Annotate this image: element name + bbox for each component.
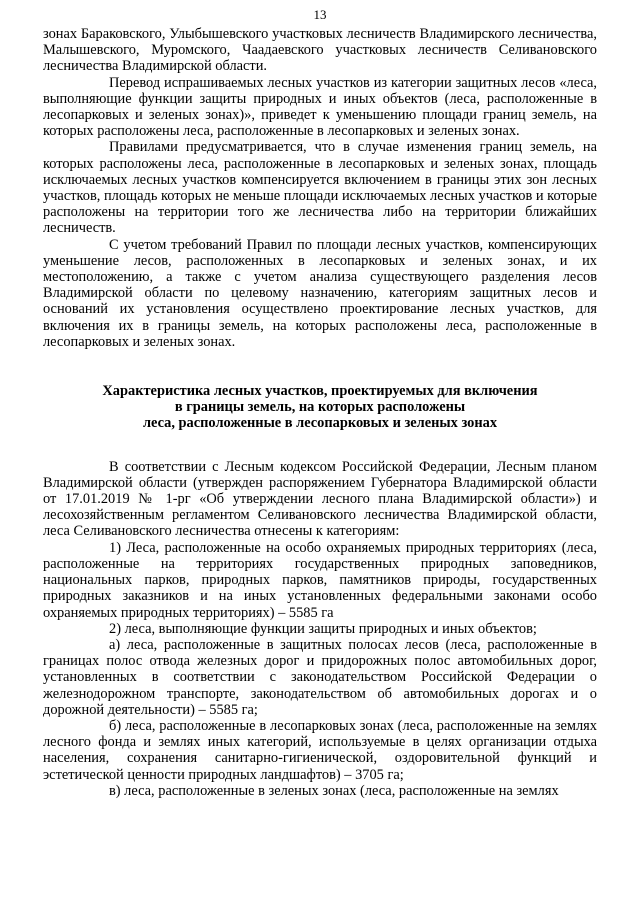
heading-line: Характеристика лесных участков, проектируемых для включения [102, 383, 538, 400]
page-number: 13 [313, 7, 327, 22]
heading-line: в границы земель, на которых расположены [174, 399, 466, 416]
list-item: 2) леса, выполняющие функции защиты природных и иных объектов; [109, 620, 537, 637]
section-heading [43, 383, 597, 432]
list-item: в) леса, расположенные в зеленых зонах (леса, расположенные на землях [109, 782, 559, 799]
document-body [43, 26, 597, 799]
paragraph: зонах Бараковского, Улыбышевского участковых лесничеств Владимирского лесничества, Малышевского, Муромского, Чаадаевского участковых лесничеств Селивановского лесничества Владимирской области. [43, 26, 597, 75]
paragraph: С учетом требований Правил по площади лесных участков, компенсирующих уменьшение лесов, расположенных в лесопарковых и зеленых зонах, и их местоположению, а также с учетом анализа существующего разделения лесов Владимирской области по целевому назначению, категориям защитных лесов и оснований их установления осуществлено проектирование лесных участков, для включения их в границы земель, на которых расположены леса, расположенные в лесопарковых и зеленых зонах. [43, 236, 597, 350]
list-item: а) леса, расположенные в защитных полосах лесов (леса, расположенные в границах полос отвода железных дорог и придорожных полос автомобильных дорог, установленных в соответствии с законодательством Российской Федерации о железнодорожном транспорте, законодательством об автомобильных дорогах и о дорожной деятельности) – 5585 га; [43, 636, 597, 718]
paragraph: Правилами предусматривается, что в случае изменения границ земель, на которых расположены леса, расположенные в лесопарковых и зеленых зонах, площадь исключаемых лесных участков компенсируется включением в границы этих зон лесных участков, площадь которых не меньше площади исключаемых лесных участков и которые расположены на территории того же лесничества либо на территории ближайших лесничеств. [43, 139, 597, 237]
list-item: б) леса, расположенные в лесопарковых зонах (леса, расположенные на землях лесного фонда и землях иных категорий, используемые в целях организации отдыха населения, сохранения санитарно-гигиенической, оздоровительной функций и эстетической ценности природных ландшафтов) – 3705 га; [43, 717, 597, 783]
paragraph: Перевод испрашиваемых лесных участков из категории защитных лесов «леса, выполняющие функции защиты природных и иных объектов (леса, расположенные в лесопарковых и зеленых зонах)», приведет к уменьшению площади границ земель, на которых расположены леса, расположенные в лесопарковых и зеленых зонах. [43, 74, 597, 140]
heading-line: леса, расположенные в лесопарковых и зеленых зонах [142, 415, 498, 432]
paragraph: В соответствии с Лесным кодексом Российской Федерации, Лесным планом Владимирской области (утвержден распоряжением Губернатора Владимирской области от 17.01.2019 № 1-рг «Об утверждении лесного плана Владимирской области») и лесохозяйственным регламентом Селивановского лесничества Владимирской области, леса Селивановского лесничества отнесены к категориям: [43, 458, 597, 540]
list-item: 1) Леса, расположенные на особо охраняемых природных территориях (леса, расположенные на территориях государственных природных заповедников, национальных парков, природных парков, памятников природы, государственных природных заказников и на иных установленных федеральными законами особо охраняемых природных территориях) – 5585 га [43, 539, 597, 621]
